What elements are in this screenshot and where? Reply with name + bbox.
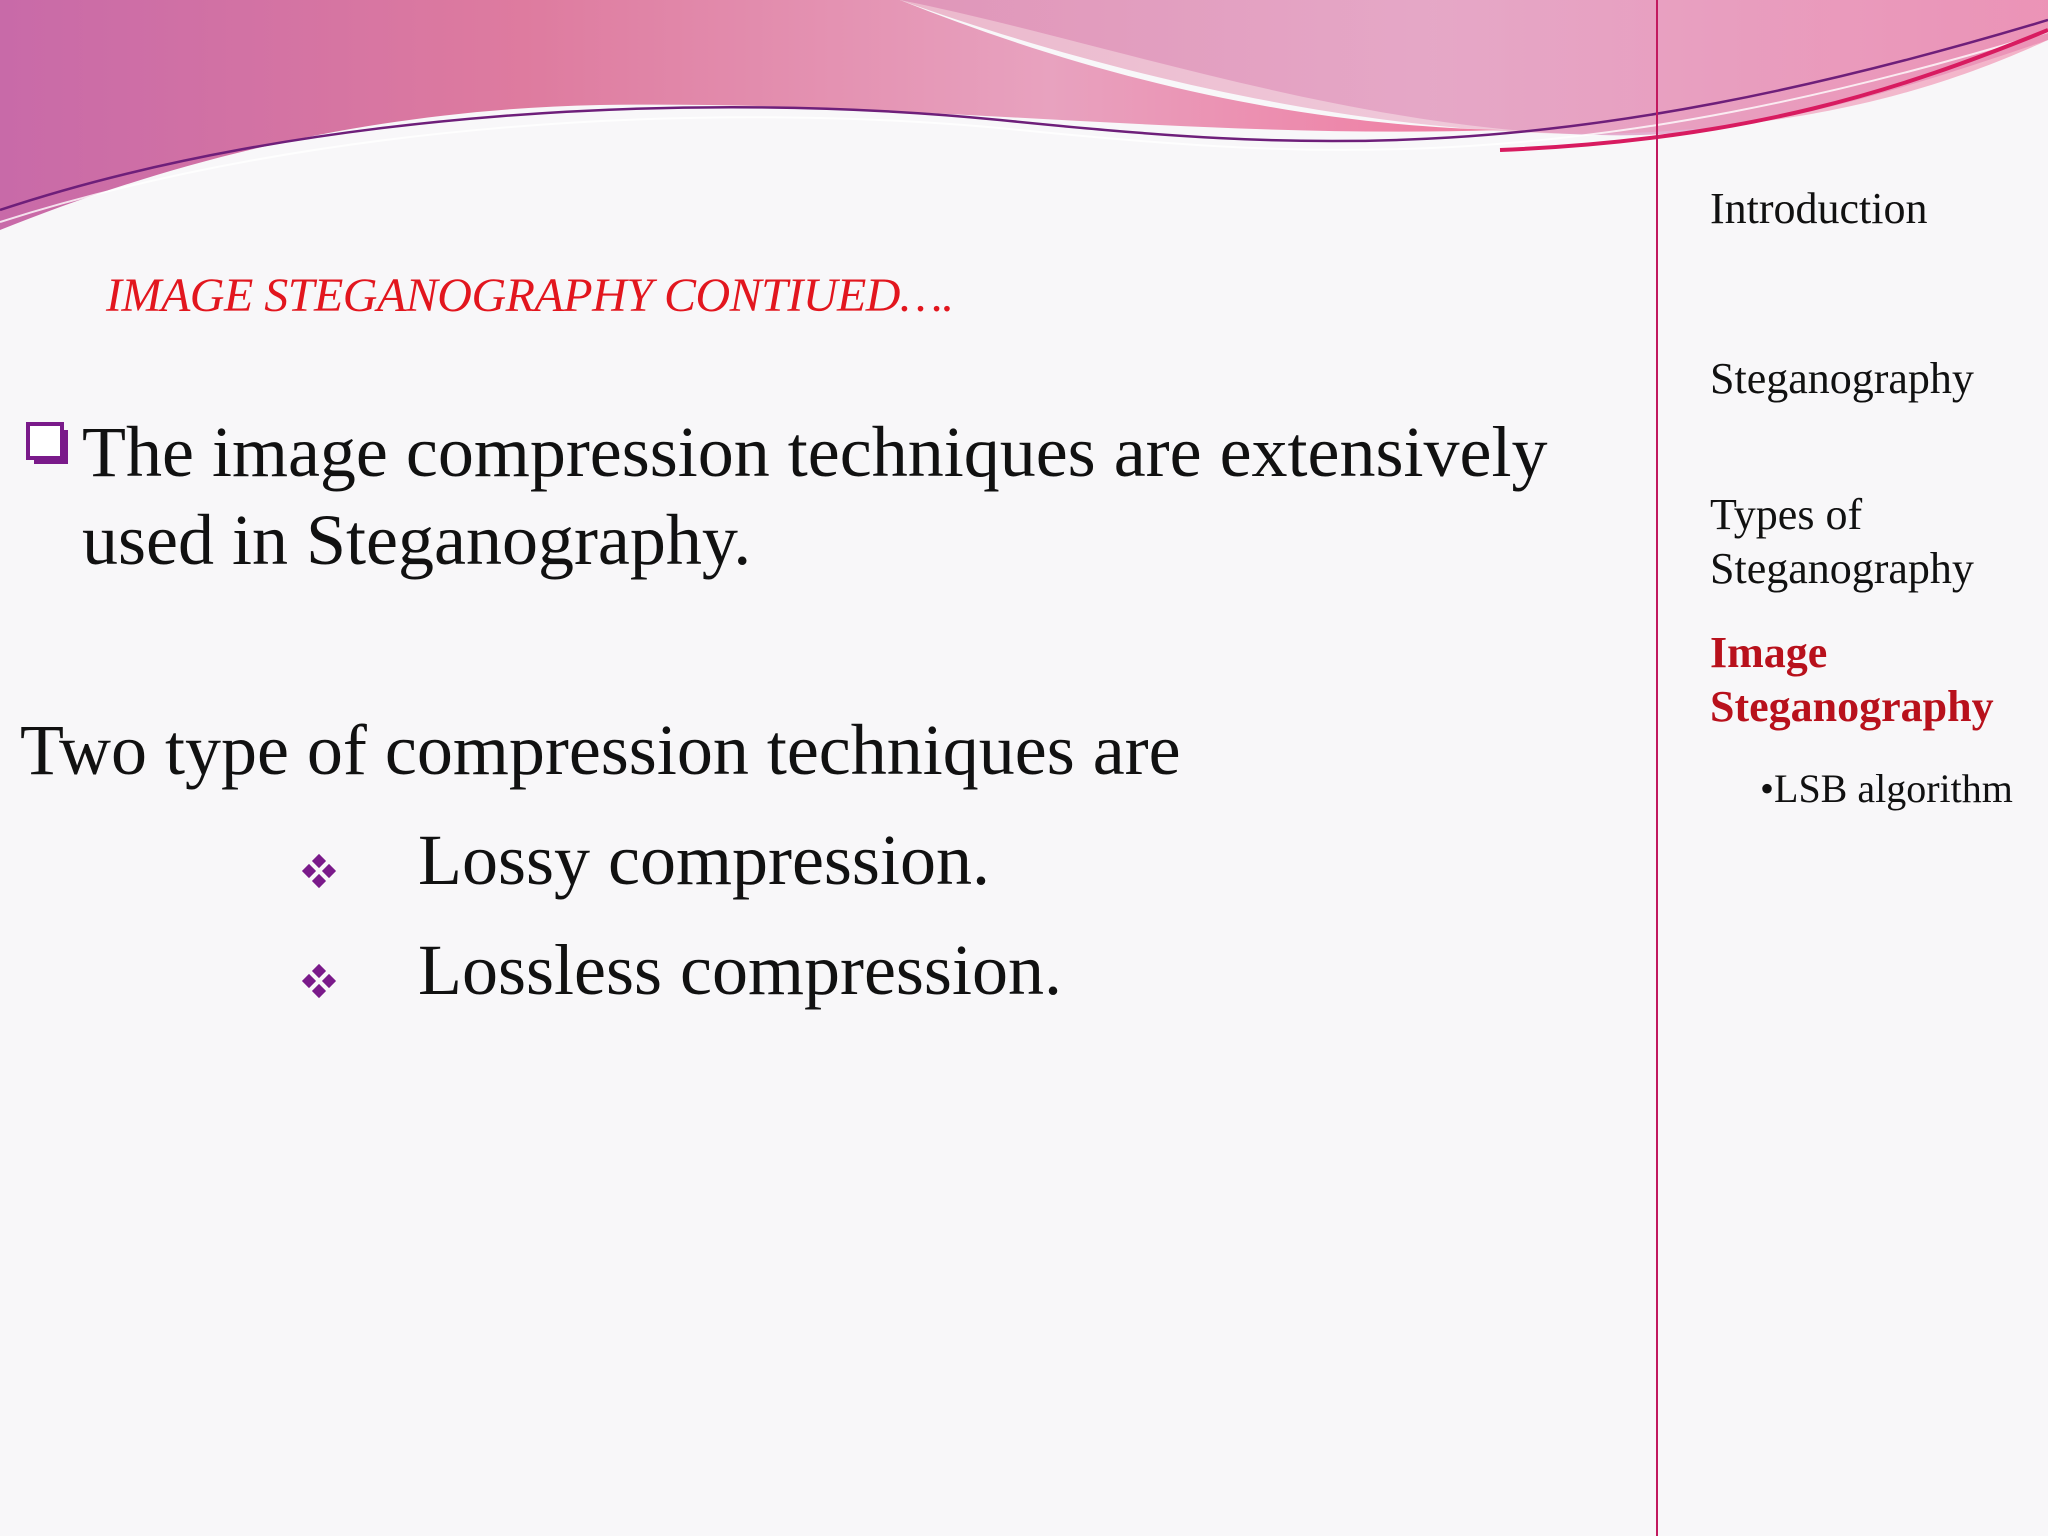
list-item-label: Lossy compression. [418,820,990,900]
diamond-dots-icon [300,962,340,1002]
sidebar-item-introduction[interactable] [1710,182,1928,236]
main-bullet-line-2: used in Steganography. [82,500,752,580]
main-bullet [22,408,1682,584]
list-item-lossless [300,922,1500,1018]
sidebar-item-steganography[interactable] [1710,352,1974,406]
sidebar-item-label-line-2: Steganography [1710,682,1994,731]
sidebar-item-label-line-2: Steganography [1710,544,1974,593]
compression-intro-text: Two type of compression techniques are [20,710,1181,790]
sidebar-item-image-steganography[interactable] [1710,626,1994,734]
sidebar-item-label: •LSB algorithm [1760,766,2013,811]
sidebar-item-label-line-1: Image [1710,628,1828,677]
diamond-dots-icon [300,852,340,892]
list-item-lossy [300,812,1500,908]
checkbox-square-icon [26,422,70,466]
sidebar-item-label: Steganography [1710,354,1974,403]
list-item-label: Lossless compression. [418,930,1062,1010]
slide-title: IMAGE STEGANOGRAPHY CONTIUED…. [106,269,954,322]
sidebar-item-types-of-steganography[interactable] [1710,488,1974,596]
sidebar-item-label: Introduction [1710,184,1928,233]
sidebar-subitem-lsb-algorithm[interactable] [1760,764,2013,814]
sidebar-nav [1710,0,2048,1536]
sidebar-item-label-line-1: Types of [1710,490,1863,539]
sidebar-divider [1656,0,1658,1536]
main-bullet-line-1: The image compression techniques are extensively [82,412,1548,492]
